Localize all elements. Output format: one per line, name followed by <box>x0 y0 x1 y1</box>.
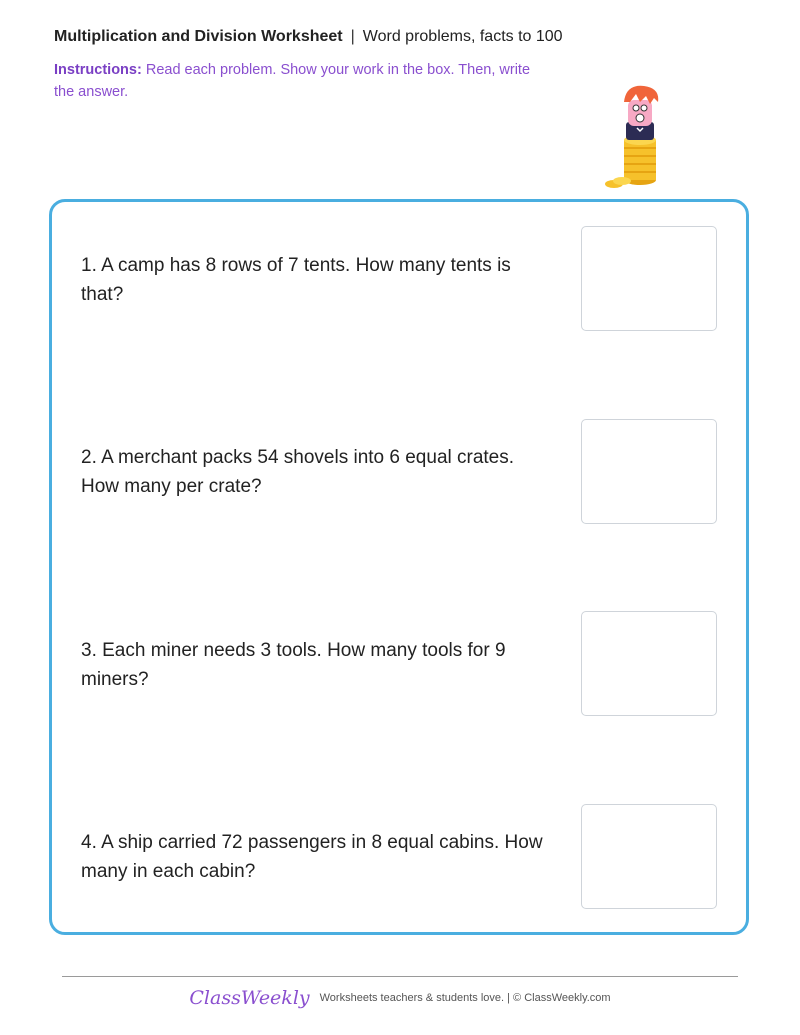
instructions-text: Read each problem. Show your work in the box. Then, write the answer. <box>54 62 531 100</box>
answer-box-2[interactable] <box>581 419 717 524</box>
question-4: 4. A ship carried 72 passengers in 8 equal cabins. How many in each cabin? <box>81 832 543 882</box>
worksheet-header <box>54 27 614 47</box>
question-1: 1. A camp has 8 rows of 7 tents. How many tents is that? <box>81 255 511 305</box>
footer-divider <box>62 976 738 977</box>
header-separator: | <box>350 28 355 45</box>
question-3: 3. Each miner needs 3 tools. How many tools for 9 miners? <box>81 640 506 690</box>
answer-box-1[interactable] <box>581 226 717 331</box>
answer-box-3[interactable] <box>581 611 717 716</box>
worksheet-subtitle: Word problems, facts to 100 <box>362 28 563 45</box>
brand-logo: ClassWeekly <box>189 987 310 1009</box>
mascot-illustration <box>600 80 672 195</box>
coin-stack-icon <box>605 135 656 188</box>
answer-box-4[interactable] <box>581 804 717 909</box>
footer-tagline: Worksheets teachers & students love. | © ClassWeekly.com <box>319 992 611 1004</box>
worksheet-title: Multiplication and Division Worksheet <box>54 28 343 45</box>
question-2: 2. A merchant packs 54 shovels into 6 equal crates. How many per crate? <box>81 447 515 497</box>
footer <box>0 987 800 1009</box>
boy-icon <box>624 86 658 140</box>
instructions <box>54 59 534 103</box>
instructions-label: Instructions: <box>54 62 142 78</box>
